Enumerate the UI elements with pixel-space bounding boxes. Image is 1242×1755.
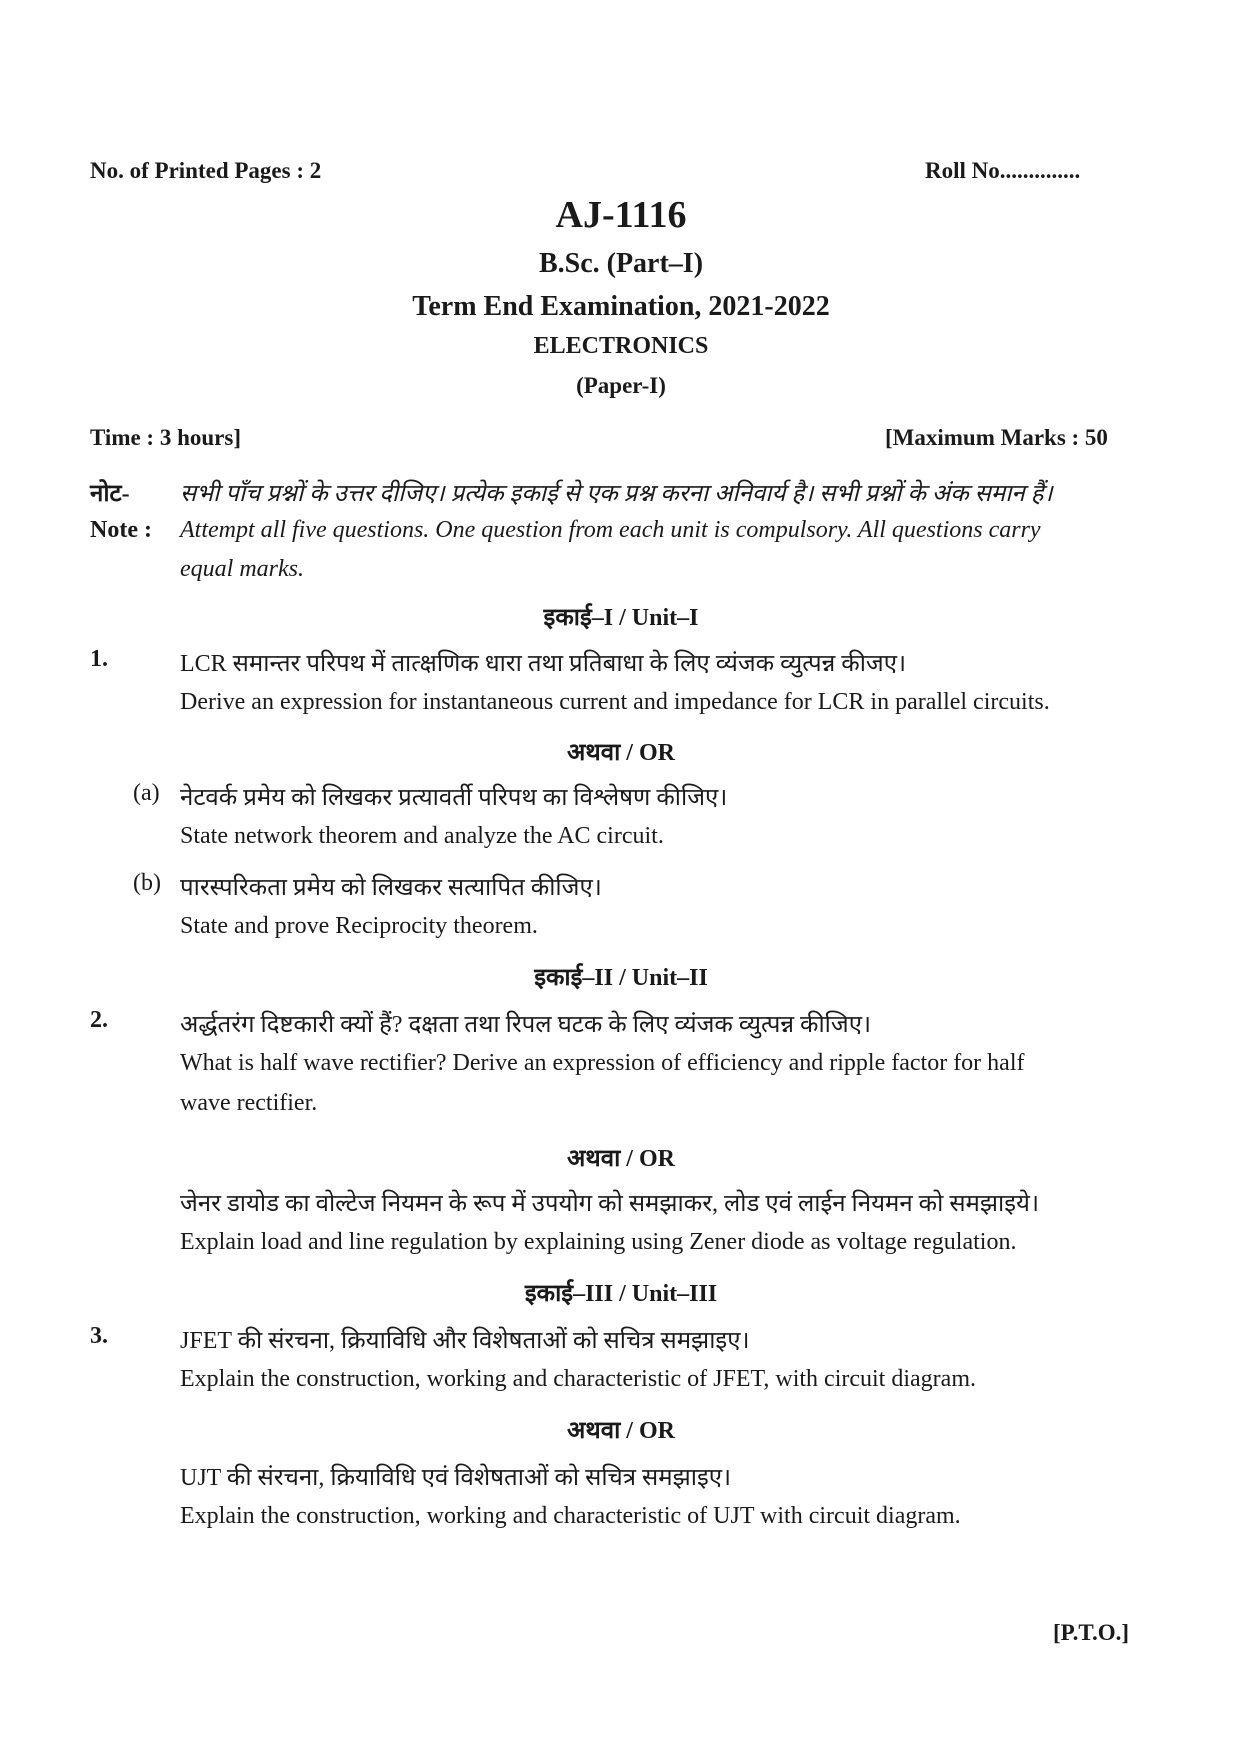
max-marks-label: [Maximum Marks : 50: [885, 425, 1108, 450]
question-2-number: 2.: [90, 1007, 108, 1033]
paper-title: (Paper-I): [576, 373, 666, 398]
exam-title: Term End Examination, 2021-2022: [412, 291, 830, 322]
question-2-english-line1: What is half wave rectifier? Derive an expression of efficiency and ripple factor for half: [180, 1050, 1025, 1076]
note-english-line2: equal marks.: [180, 556, 304, 582]
note-hindi-label: नोट-: [90, 481, 130, 507]
question-1a-hindi: नेटवर्क प्रमेय को लिखकर प्रत्यावर्ती परिपथ का विश्लेषण कीजिए।: [180, 785, 728, 811]
question-3-number: 3.: [90, 1323, 108, 1349]
unit-3-heading: इकाई–III / Unit–III: [524, 1281, 718, 1307]
time-label: Time : 3 hours]: [90, 425, 241, 450]
question-1b-hindi: पारस्परिकता प्रमेय को लिखकर सत्यापित कीजिए।: [180, 875, 602, 901]
unit-2-heading: इकाई–II / Unit–II: [534, 965, 708, 991]
or-heading-3: अथवा / OR: [567, 1418, 675, 1444]
question-1-english: Derive an expression for instantaneous current and impedance for LCR in parallel circuits.: [180, 689, 1050, 715]
question-3-or-hindi: UJT की संरचना, क्रियाविधि एवं विशेषताओं को सचित्र समझाइए।: [180, 1465, 732, 1491]
question-2-hindi: अर्द्धतरंग दिष्टकारी क्यों हैं? दक्षता तथा रिपल घटक के लिए व्यंजक व्युत्पन्न कीजिए।: [180, 1012, 872, 1038]
question-1a-label: (a): [133, 780, 160, 806]
roll-no: Roll No..............: [925, 158, 1081, 183]
note-english-line1: Attempt all five questions. One question from each unit is compulsory. All questions carry: [180, 517, 1041, 543]
question-1a-english: State network theorem and analyze the AC circuit.: [180, 823, 664, 849]
or-heading-1: अथवा / OR: [567, 740, 675, 766]
course-title: B.Sc. (Part–I): [538, 248, 704, 279]
question-2-english-line2: wave rectifier.: [180, 1090, 318, 1116]
question-3-or-english: Explain the construction, working and characteristic of UJT with circuit diagram.: [180, 1503, 961, 1529]
question-2-or-english: Explain load and line regulation by explaining using Zener diode as voltage regulation.: [180, 1229, 1017, 1255]
or-heading-2: अथवा / OR: [567, 1146, 675, 1172]
unit-1-heading: इकाई–I / Unit–I: [543, 605, 699, 631]
question-2-or-hindi: जेनर डायोड का वोल्टेज नियमन के रूप में उपयोग को समझाकर, लोड एवं लाईन नियमन को समझाइये।: [180, 1191, 1040, 1217]
question-1-hindi: LCR समान्तर परिपथ में तात्क्षणिक धारा तथा प्रतिबाधा के लिए व्यंजक व्युत्पन्न कीजए।: [180, 651, 907, 677]
note-hindi-text: सभी पाँच प्रश्नों के उत्तर दीजिए। प्रत्येक इकाई से एक प्रश्न करना अनिवार्य है। सभी प्रश्नों के अंक समान हैं।: [180, 481, 1053, 507]
pto-label: [P.T.O.]: [1053, 1620, 1130, 1645]
subject-title: ELECTRONICS: [533, 333, 709, 359]
paper-code: AJ-1116: [555, 194, 687, 236]
question-1b-english: State and prove Reciprocity theorem.: [180, 913, 538, 939]
question-3-hindi: JFET की संरचना, क्रियाविधि और विशेषताओं को सचित्र समझाइए।: [180, 1328, 750, 1354]
question-3-english: Explain the construction, working and characteristic of JFET, with circuit diagram.: [180, 1366, 976, 1392]
question-1-number: 1.: [90, 646, 108, 672]
printed-pages: No. of Printed Pages : 2: [90, 158, 322, 183]
question-1b-label: (b): [133, 870, 161, 896]
note-english-label: Note :: [90, 517, 152, 543]
